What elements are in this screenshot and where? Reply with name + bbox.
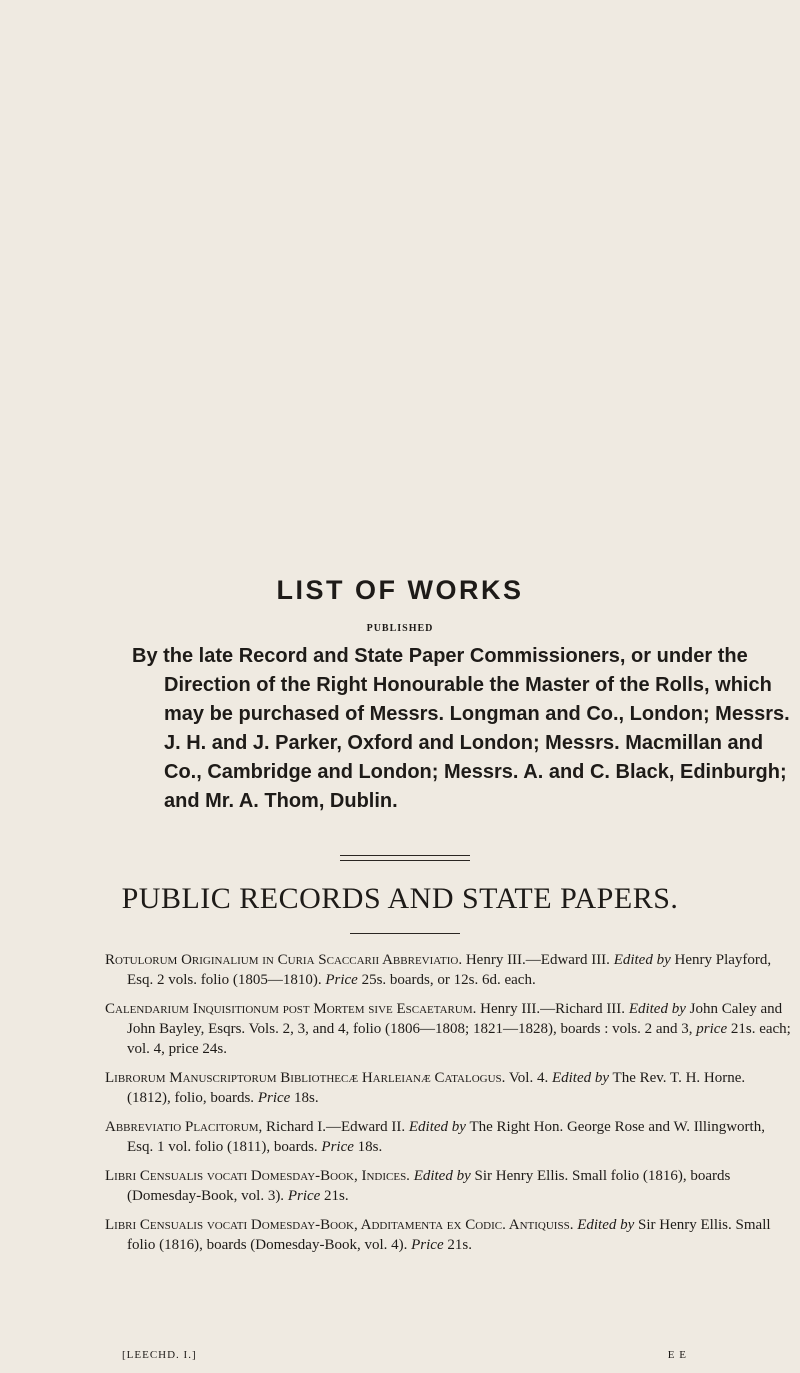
entry-price-label: Price [287,1188,321,1204]
entry-text: Sir Henry Ellis. Small folio (1816), boards (Domesday-Book, vol. 3). [127,1168,731,1204]
entry-text: Henry Playford, Esq. 2 vols. folio (1805—1810). [127,952,772,988]
entry-price-label: price [696,1021,728,1037]
entry-heading: Libri Censualis vocati Domesday-Book, Additamenta ex Codic. Antiquiss. [105,1217,574,1233]
entry-editor-label: Edited by [577,1217,635,1233]
entry-text: Vol. 4. [505,1070,552,1086]
entry-text: 21s. each; vol. 4, price 24s. [127,1021,791,1057]
entry-heading: Calendarium Inquisitionum post Mortem sive Escaetarum. [105,1001,477,1017]
double-rule-divider [340,855,470,861]
list-item [105,1068,791,1108]
entry-editor-label: Edited by [551,1070,610,1086]
entry-heading: Rotulorum Originalium in Curia Scaccarii Abbreviatio. [105,952,463,968]
entry-price-label: Price [411,1237,444,1253]
entry-heading: Abbreviatio Placitorum, [105,1119,263,1135]
entry-text: John Caley and John Bayley, Esqrs. Vols. 2, 3, and 4, folio (1806—1808; 1821—1828), boards : vols. 2 and 3, [127,1001,783,1037]
entry-heading: Librorum Manuscriptorum Bibliothecæ Harleianæ Catalogus. [105,1070,506,1086]
single-rule-divider [350,933,460,934]
list-item [105,1117,791,1157]
list-item [105,1166,791,1206]
entry-text: 21s. [320,1188,349,1204]
footer-signature: E E [667,1349,687,1361]
entry-editor-label: Edited by [628,1001,686,1017]
entry-text: Henry III.—Edward III. [462,952,614,968]
page-footer [122,1349,687,1361]
entry-editor-label: Edited by [613,952,671,968]
section-title: PUBLIC RECORDS AND STATE PAPERS. [121,882,679,915]
entry-text: Richard I.—Edward II. [262,1119,409,1135]
entry-text: 18s. [290,1090,319,1106]
entry-text: 18s. [353,1139,383,1155]
entry-heading: Libri Censualis vocati Domesday-Book, Indices. [105,1168,410,1184]
list-item [105,1215,791,1255]
entry-editor-label: Edited by [413,1168,471,1184]
entry-price-label: Price [325,972,358,988]
intro-paragraph: By the late Record and State Paper Commissioners, or under the Direction of the Right Honourable the Master of the Rolls, which may be purchased of Messrs. Longman and Co., London; Messrs. J. H. and J. Parker, Oxford and London; Messrs. Macmillan and Co., Cambridge and London; Messrs. A. and C. Black, Edinburgh; and Mr. A. Thom, Dublin. [132,645,790,812]
list-item [105,950,791,990]
footer-sheet-mark: [LEECHD. I.] [122,1349,197,1361]
entry-text: 21s. [443,1237,472,1253]
entry-text: Henry III.—Richard III. [476,1001,629,1017]
entry-text: The Rev. T. H. Horne. (1812), folio, boards. [127,1070,746,1106]
entry-text: The Right Hon. George Rose and W. Illingworth, Esq. 1 vol. folio (1811), boards. [127,1119,765,1155]
entry-text: 25s. boards, or 12s. 6d. each. [357,972,536,988]
list-item [105,999,791,1059]
entry-price-label: Price [321,1139,354,1155]
entry-editor-label: Edited by [408,1119,466,1135]
page-title: LIST OF WORKS [276,575,524,605]
published-subtitle: PUBLISHED [366,623,434,634]
entries-list [105,950,791,1264]
entry-price-label: Price [257,1090,291,1106]
entry-text: Sir Henry Ellis. Small folio (1816), boards (Domesday-Book, vol. 4). [127,1217,771,1253]
